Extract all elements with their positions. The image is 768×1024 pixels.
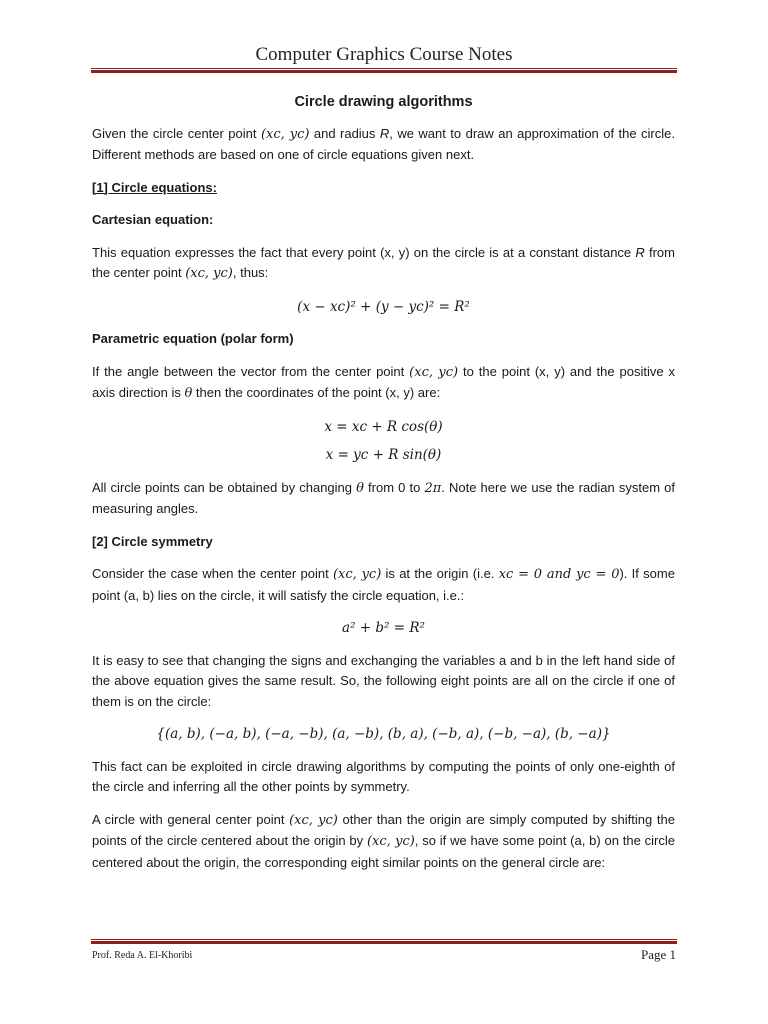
symmetry-equation: a² + b² = R² xyxy=(342,620,425,636)
center-point-math: (xc, yc) xyxy=(409,364,459,380)
section-heading-circle-equations: [1] Circle equations: xyxy=(92,179,217,195)
radius-symbol: R xyxy=(379,125,390,141)
signs-paragraph: It is easy to see that changing the signs and exchanging the variables a and b in the left hand side of the above equation gives the same result. So, the following eight points are all on the circle if one of them is on the circle: xyxy=(92,652,675,709)
center-point-math: (xc, yc) xyxy=(289,812,338,828)
two-pi-symbol: 2π xyxy=(424,480,442,496)
center-point-math: (xc, yc) xyxy=(260,126,310,142)
general-center-paragraph: A circle with general center point (xc, yc) other than the origin are simply computed by shifting the points of the circle centered about the origin by (xc, yc), so if we have some point (a, b) on the circle centered about the origin, the corresponding eight similar points on the general circle are: xyxy=(92,811,675,870)
cartesian-paragraph: This equation expresses the fact that every point (x, y) on the circle is at a constant distance R from the center point (xc, yc), thus: xyxy=(92,244,675,281)
running-header: Computer Graphics Course Notes xyxy=(255,44,513,65)
radius-symbol: R xyxy=(635,244,645,260)
footer-rule xyxy=(91,939,677,944)
origin-condition-math: xc = 0 and yc = 0 xyxy=(498,567,620,582)
angle-paragraph: All circle points can be obtained by changing θ from 0 to 2π. Note here we use the radian system of measuring angles. xyxy=(92,479,675,516)
cartesian-equation: (x − xc)² + (y − yc)² = R² xyxy=(297,298,470,315)
header-rule xyxy=(91,68,677,73)
footer-page-number: Page 1 xyxy=(640,947,676,962)
symmetry-paragraph: Consider the case when the center point (xc, yc) is at the origin (i.e. xc = 0 and yc = 0). If some point (a, b) lies on the circle, it will satisfy the circle equation, i.e.: xyxy=(92,566,675,603)
section-heading-circle-symmetry: [2] Circle symmetry xyxy=(92,533,213,549)
page-content xyxy=(92,92,675,885)
cartesian-heading: Cartesian equation: xyxy=(92,212,214,227)
exploit-paragraph: This fact can be exploited in circle drawing algorithms by computing the points of only one-eighth of the circle and inferring all the other points by symmetry. xyxy=(92,758,675,794)
parametric-heading: Parametric equation (polar form) xyxy=(92,331,294,346)
theta-symbol: θ xyxy=(184,386,193,401)
intro-paragraph: Given the circle center point (xc, yc) and radius R, we want to draw an approximation of the circle. Different methods are based on one of circle equations given next. xyxy=(92,125,675,162)
eight-points-equation: {(a, b), (−a, b), (−a, −b), (a, −b), (b, a), (−b, a), (−b, −a), (b, −a)} xyxy=(156,726,611,742)
footer-author: Prof. Reda A. El-Khoribi xyxy=(92,950,193,961)
parametric-equation-x: x = xc + R cos(θ) xyxy=(324,418,443,435)
shift-vector-math: (xc, yc) xyxy=(366,834,415,849)
parametric-equation-y: x = yc + R sin(θ) xyxy=(325,447,442,463)
center-point-math: (xc, yc) xyxy=(185,266,233,281)
center-point-math: (xc, yc) xyxy=(332,567,382,582)
theta-symbol: θ xyxy=(356,480,364,496)
document-title: Circle drawing algorithms xyxy=(294,94,473,110)
parametric-paragraph: If the angle between the vector from the center point (xc, yc) to the point (x, y) and the positive x axis direction is θ then the coordinates of the point (x, y) are: xyxy=(92,363,675,401)
